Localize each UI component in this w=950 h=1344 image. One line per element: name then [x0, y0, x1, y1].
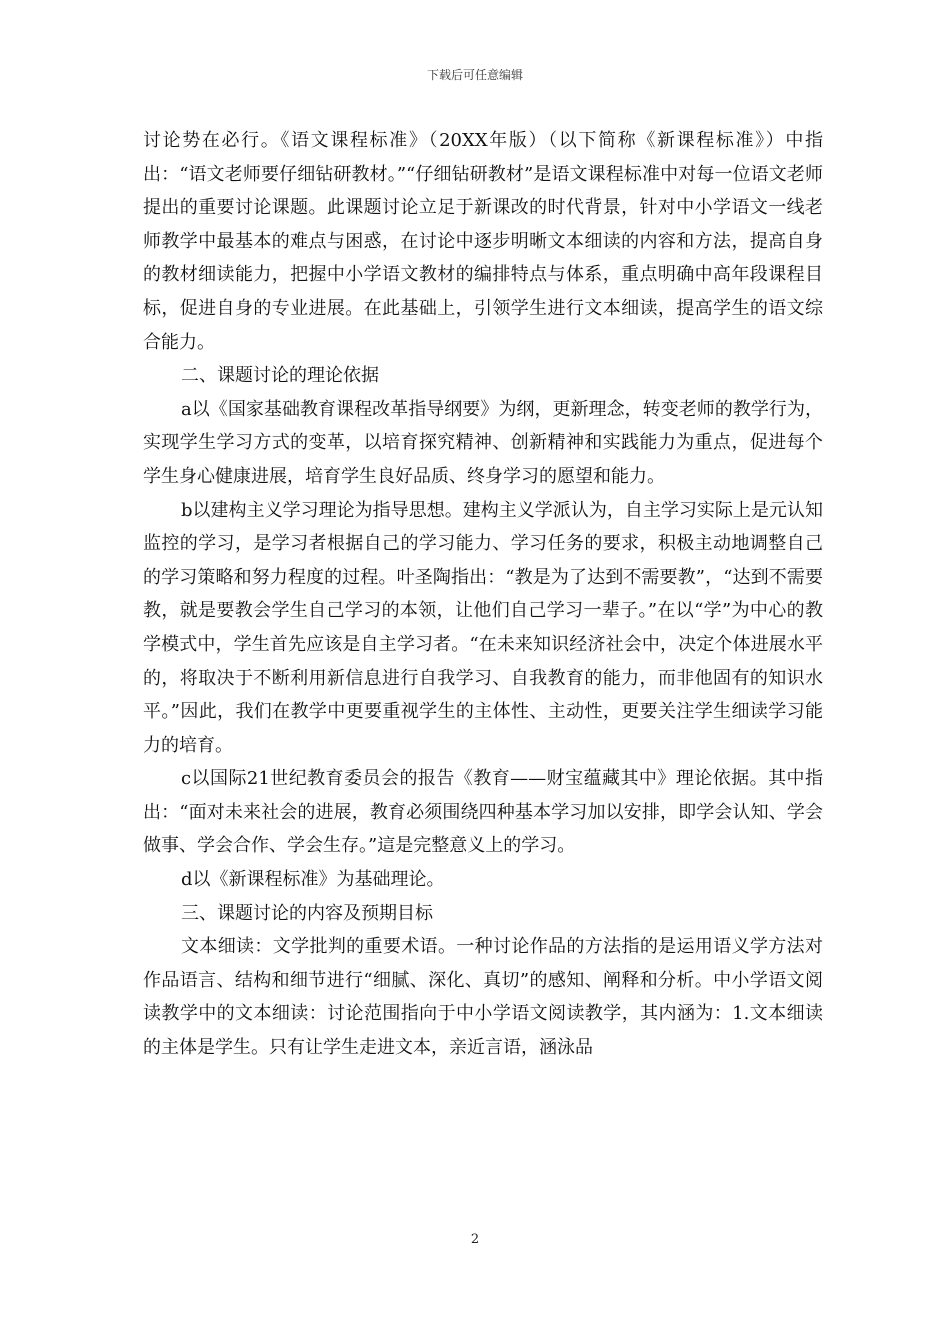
- paragraph-basis-d: d以《新课程标准》为基础理论。: [181, 869, 445, 891]
- paragraph-basis-c: c以国际21世纪教育委员会的报告《教育——财宝蕴藏其中》理论依据。其中指出：“面对未来社会的进展，教育必须围绕四种基本学习加以安排，即学会认知、学会做事、学会合作、学会生存。”這是完整意义上的学习。: [143, 768, 823, 857]
- section-heading-theory-basis: 二、课题讨论的理论依据: [181, 365, 379, 387]
- paragraph-basis-a: a以《国家基础教育课程改革指导纲要》为纲，更新理念，转变老师的教学行为，实现学生学习方式的变革，以培育探究精神、创新精神和实践能力为重点，促进每个学生身心健康进展，培育学生良好品质、终身学习的愿望和能力。: [143, 398, 823, 487]
- paragraph-intro-continued: 讨论势在必行。《语文课程标准》（20XX年版）（以下简称《新课程标准》）中指出：“语文老师要仔细钻研教材。”“仔细钻研教材”是语文课程标准中对每一位语文老师提出的重要讨论课题。此课题讨论立足于新课改的时代背景，针对中小学语文一线老师教学中最基本的难点与困惑，在讨论中逐步明晰文本细读的内容和方法，提高自身的教材细读能力，把握中小学语文教材的编排特点与体系，重点明确中高年段课程目标，促进自身的专业进展。在此基础上，引领学生进行文本细读，提高学生的语文综合能力。: [143, 130, 823, 353]
- page-number: 2: [470, 1232, 480, 1247]
- document-body: [143, 124, 823, 1065]
- page-header: 下载后可任意编辑: [426, 68, 523, 82]
- section-heading-content-goals: 三、课题讨论的内容及预期目标: [181, 902, 433, 924]
- paragraph-basis-b: b以建构主义学习理论为指导思想。建构主义学派认为，自主学习实际上是元认知监控的学习，是学习者根据自己的学习能力、学习任务的要求，积极主动地调整自己的学习策略和努力程度的过程。叶圣陶指出：“教是为了达到不需要教”，“达到不需要教，就是要教会学生自己学习的本领，让他们自己学习一辈子。”在以“学”为中心的教学模式中，学生首先应该是自主学习者。“在未来知识经济社会中，决定个体进展水平的，将取决于不断利用新信息进行自我学习、自我教育的能力，而非他固有的知识水平。”因此，我们在教学中更要重视学生的主体性、主动性，更要关注学生细读学习能力的培育。: [143, 499, 823, 756]
- paragraph-text-close-reading: 文本细读：文学批判的重要术语。一种讨论作品的方法指的是运用语义学方法对作品语言、结构和细节进行“细腻、深化、真切”的感知、阐释和分析。中小学语文阅读教学中的文本细读：讨论范围指向于中小学语文阅读教学，其内涵为：1.文本细读的主体是学生。只有让学生走进文本，亲近言语，涵泳品: [143, 936, 823, 1059]
